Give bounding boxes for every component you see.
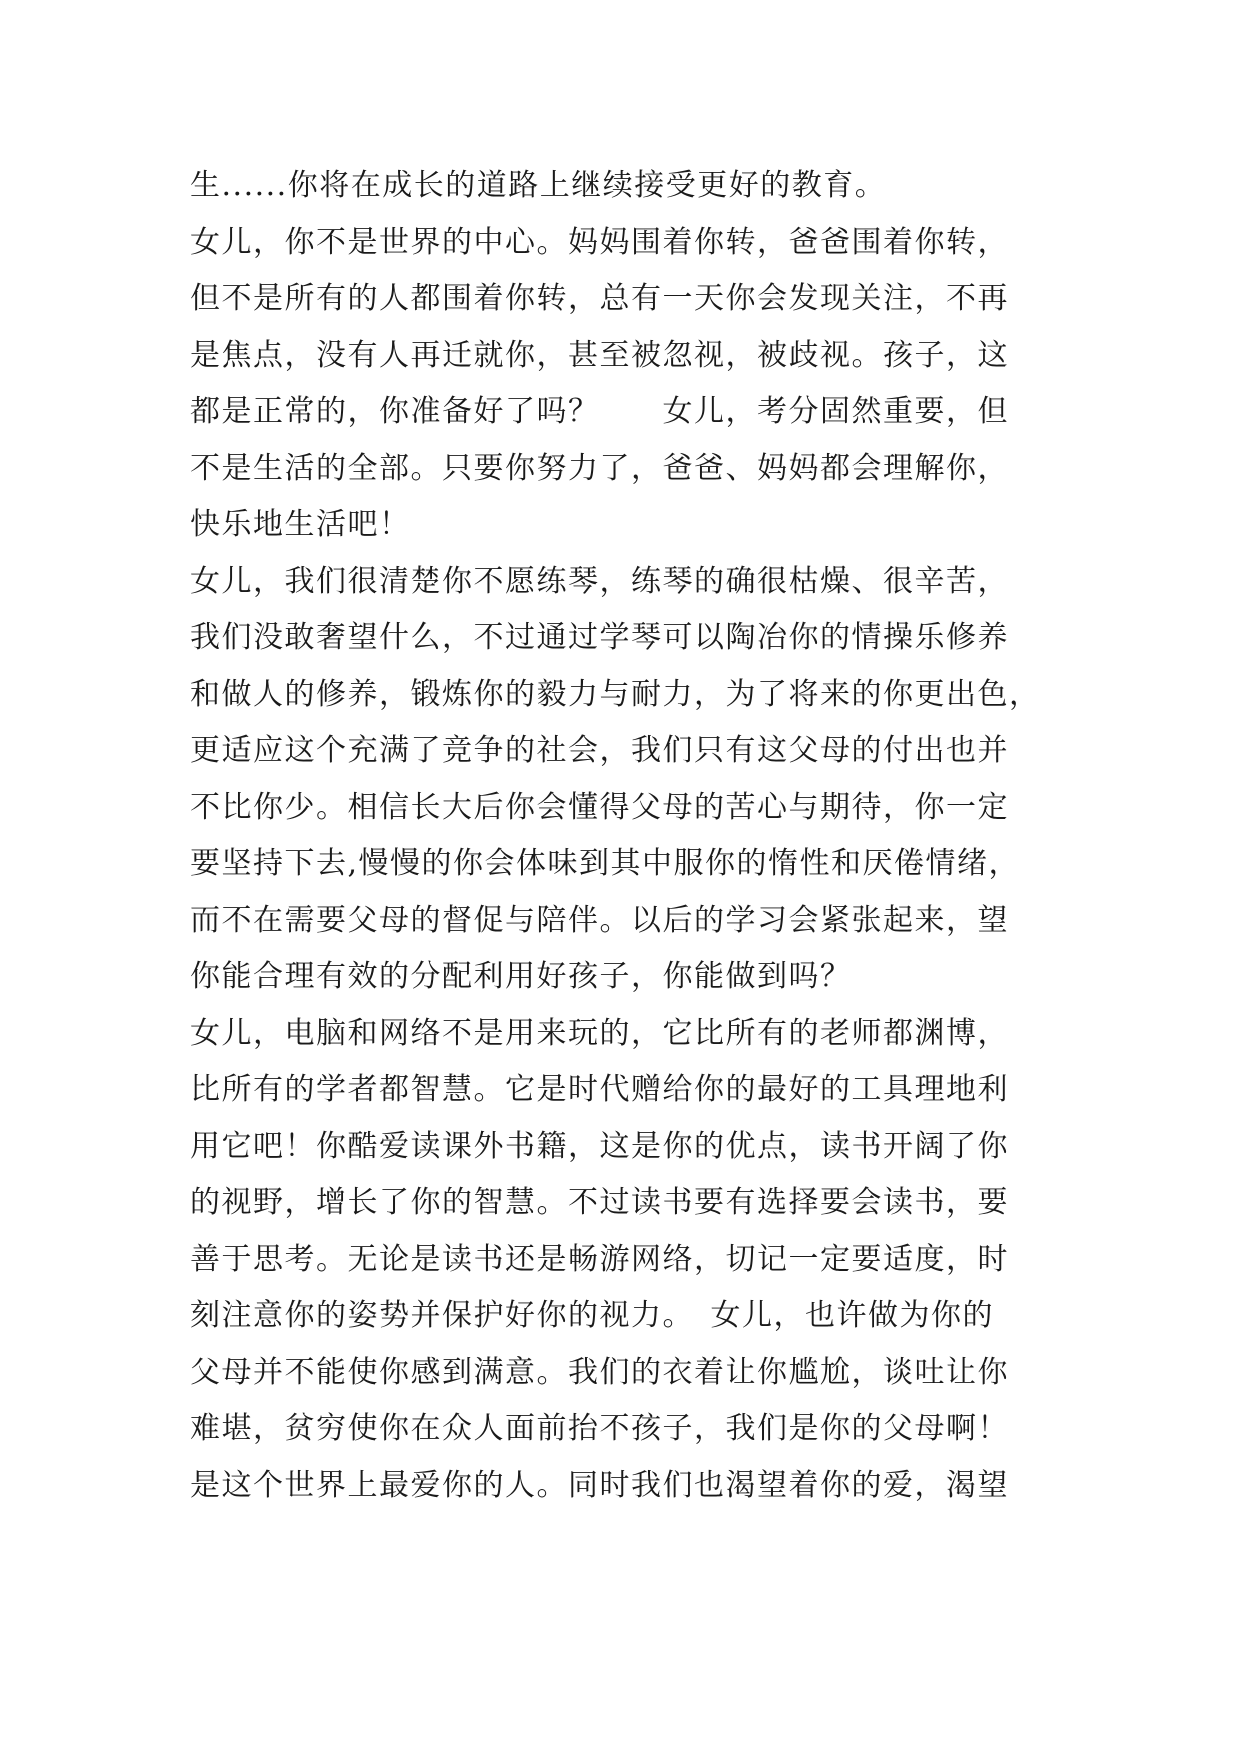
text-line: 你能合理有效的分配利用好孩子，你能做到吗？ bbox=[190, 959, 852, 994]
text-line: 更适应这个充满了竞争的社会，我们只有这父母的付出也并 bbox=[190, 733, 1009, 768]
text-line: 但不是所有的人都围着你转，总有一天你会发现关注，不再 bbox=[190, 281, 1009, 316]
body-text bbox=[190, 158, 1070, 1514]
text-line: 和做人的修养，锻炼你的毅力与耐力，为了将来的你更出色， bbox=[190, 676, 1041, 712]
text-line: 刻注意你的姿势并保护好你的视力。 女儿，也许做为你的 bbox=[190, 1298, 994, 1333]
text-line: 我们没敢奢望什么，不过通过学琴可以陶冶你的情操乐修养 bbox=[190, 620, 1009, 655]
text-line: 而不在需要父母的督促与陪伴。以后的学习会紧张起来，望 bbox=[190, 902, 1009, 938]
text-line: 父母并不能使你感到满意。我们的衣着让你尴尬，谈吐让你 bbox=[190, 1354, 1009, 1390]
text-line: 用它吧！你酷爱读课外书籍，这是你的优点，读书开阔了你 bbox=[190, 1128, 1009, 1164]
text-line: 快乐地生活吧！ bbox=[190, 507, 411, 542]
text-line: 是这个世界上最爱你的人。同时我们也渴望着你的爱，渴望 bbox=[190, 1467, 1009, 1503]
text-line: 难堪，贫穷使你在众人面前抬不孩子，我们是你的父母啊！ bbox=[190, 1411, 1009, 1446]
text-line: 女儿，你不是世界的中心。妈妈围着你转，爸爸围着你转， bbox=[190, 224, 1009, 260]
text-line: 生......你将在成长的道路上继续接受更好的教育。 bbox=[190, 168, 887, 203]
text-line: 是焦点，没有人再迁就你，甚至被忽视，被歧视。孩子，这 bbox=[190, 337, 1009, 373]
text-line: 女儿，我们很清楚你不愿练琴，练琴的确很枯燥、很辛苦， bbox=[190, 563, 1009, 599]
text-line: 善于思考。无论是读书还是畅游网络，切记一定要适度，时 bbox=[190, 1241, 1009, 1277]
text-line: 比所有的学者都智慧。它是时代赠给你的最好的工具理地利 bbox=[190, 1072, 1009, 1107]
text-line: 的视野，增长了你的智慧。不过读书要有选择要会读书，要 bbox=[190, 1185, 1009, 1220]
text-line: 女儿，电脑和网络不是用来玩的，它比所有的老师都渊博， bbox=[190, 1015, 1009, 1051]
text-line: 不比你少。相信长大后你会懂得父母的苦心与期待，你一定 bbox=[190, 789, 1009, 825]
text-line: 要坚持下去,慢慢的你会体味到其中服你的惰性和厌倦情绪， bbox=[190, 846, 1021, 881]
text-line: 不是生活的全部。只要你努力了，爸爸、妈妈都会理解你， bbox=[190, 450, 1009, 486]
text-line: 都是正常的，你准备好了吗？ 女儿，考分固然重要，但 bbox=[190, 394, 1009, 429]
